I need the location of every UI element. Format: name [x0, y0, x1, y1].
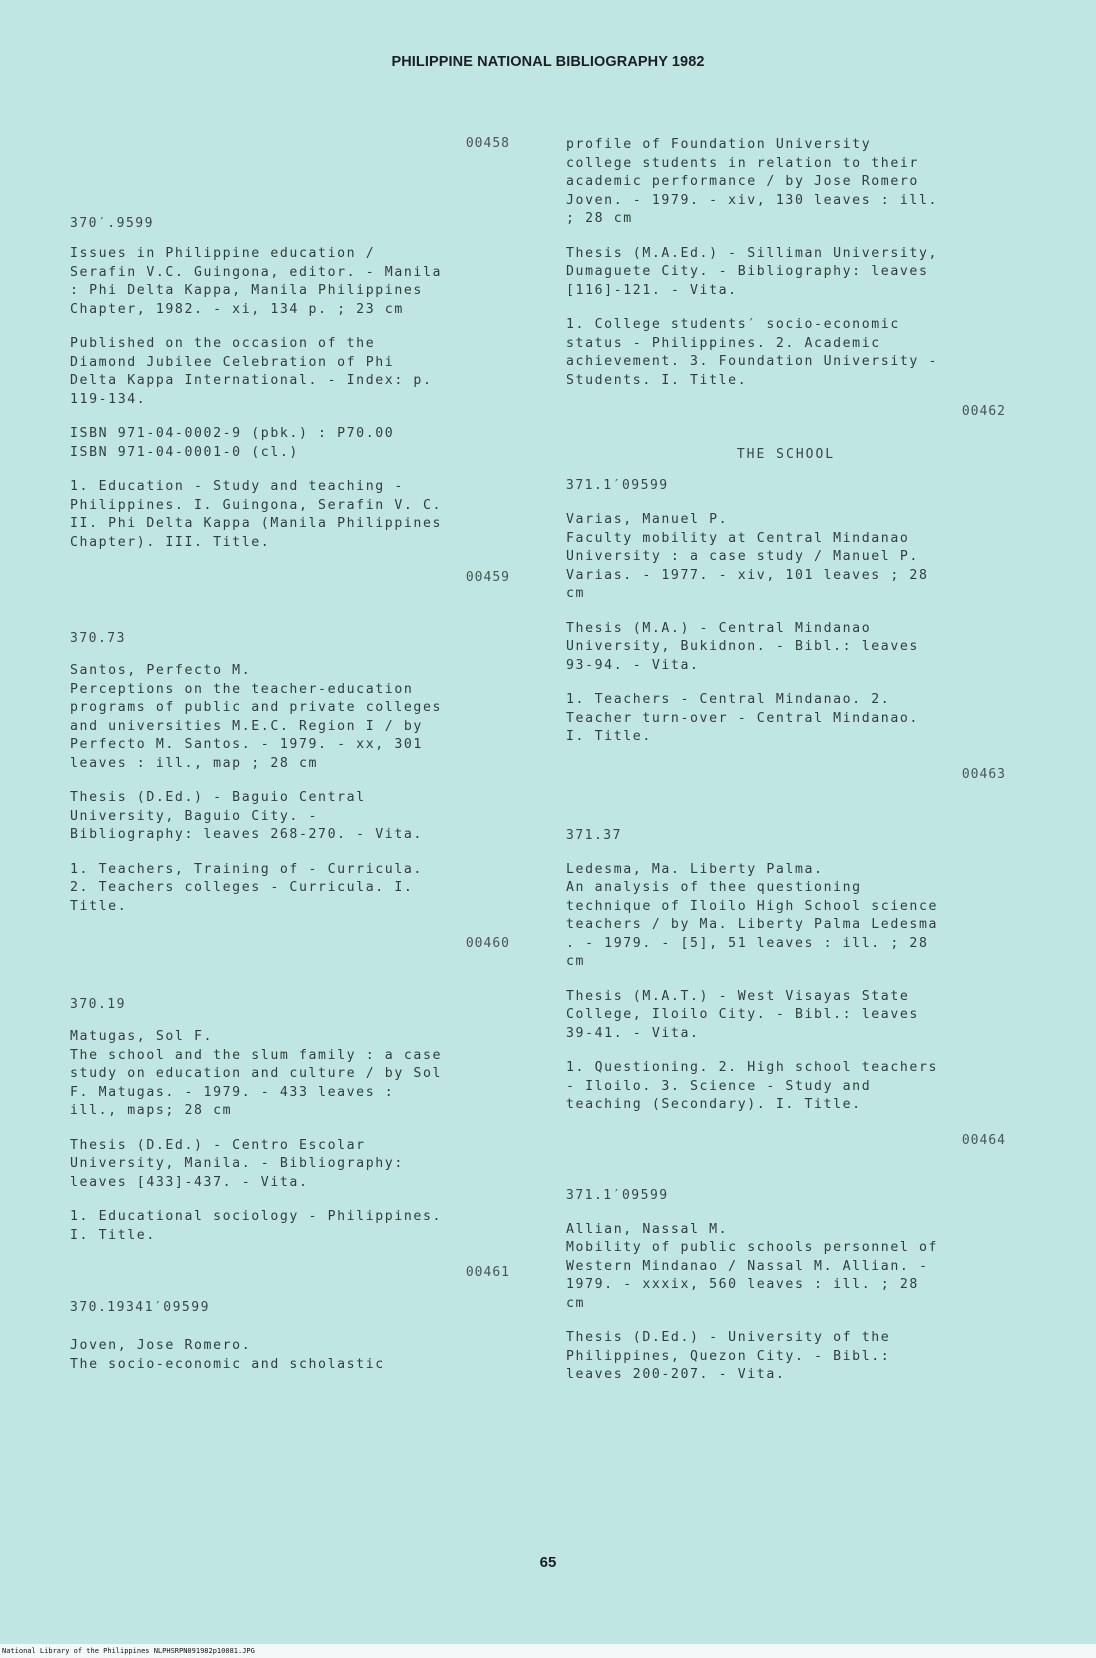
entry-title-continued: profile of Foundation University college students in relation to their academic performance / by Jose Romero Joven. - 1979. - xiv, 130 leaves : ill. ; 28 cm [566, 137, 939, 226]
entry-title: Matugas, Sol F. The school and the slum family : a case study on education and culture / by Sol F. Matugas. - 1979. - 433 leaves : ill., maps; 28 cm [70, 1029, 443, 1118]
entry-number: 00463 [961, 766, 1006, 782]
entry-note: Thesis (M.A.Ed.) - Silliman University, Dumaguete City. - Bibliography: leaves [116]-121. - Vita. [566, 245, 939, 298]
class-number: 370.19 [70, 997, 126, 1012]
page-number: 65 [539, 1554, 557, 1571]
entry-number: 00458 [465, 136, 510, 151]
entry-note: Thesis (M.A.T.) - West Visayas State College, Iloilo City. - Bibl.: leaves 39-41. - Vita. [566, 988, 919, 1041]
entry-subjects: 1. Educational sociology - Philippines. I. Title. [70, 1209, 443, 1243]
entry-subjects: 1. College students′ socio-economic status - Philippines. 2. Academic achievement. 3. Foundation University - Students. I. Title. [566, 317, 939, 388]
entry-subjects: 1. Questioning. 2. High school teachers - Iloilo. 3. Science - Study and teaching (Secondary). I. Title. [566, 1060, 939, 1112]
right-column [566, 136, 1006, 1385]
entry-title: Varias, Manuel P. Faculty mobility at Central Mindanao University : a case study / Manuel P. Varias. - 1977. - xiv, 101 leaves ; 28 cm [566, 512, 929, 601]
class-number: 371.1′09599 [566, 478, 669, 493]
entry-subjects: 1. Education - Study and teaching - Philippines. I. Guingona, Serafin V. C. II. Phi Delta Kappa (Manila Philippines Chapter). III. Title. [70, 479, 443, 550]
entry-title: Issues in Philippine education / Serafin V.C. Guingona, editor. - Manila : Phi Delta Kappa, Manila Philippines Chapter, 1982. - xi, 134 p. ; 23 cm [70, 246, 443, 317]
entry-title: Santos, Perfecto M. Perceptions on the teacher-education programs of public and private colleges and universities M.E.C. Region I / by Perfecto M. Santos. - 1979. - xx, 301 leaves : ill., map ; 28 cm [70, 663, 443, 771]
left-column [70, 136, 510, 1374]
entry-title: Ledesma, Ma. Liberty Palma. An analysis of thee questioning technique of Iloilo High School science teachers / by Ma. Liberty Palma Ledesma . - 1979. - [5], 51 leaves : ill. ; 28 cm [566, 861, 939, 969]
entry-subjects: 1. Teachers - Central Mindanao. 2. Teacher turn-over - Central Mindanao. I. Title. [566, 692, 919, 744]
entry-number: 00460 [465, 936, 510, 951]
class-number: 370.73 [70, 631, 126, 646]
footer-credit: National Library of the Philippines NLPHSRPN091982p10081.JPG [2, 1647, 255, 1655]
class-number: 370.19341′09599 [70, 1300, 210, 1315]
page-title: PHILIPPINE NATIONAL BIBLIOGRAPHY 1982 [391, 54, 705, 70]
class-number: 370′.9599 [70, 216, 154, 231]
entry-note: Published on the occasion of the Diamond Jubilee Celebration of Phi Delta Kappa International. - Index: p. 119-134. [70, 336, 433, 407]
entry-isbn: ISBN 971-04-0002-9 (pbk.) : P70.00 ISBN 971-04-0001-0 (cl.) [70, 426, 395, 460]
entry-title: Allian, Nassal M. Mobility of public schools personnel of Western Mindanao / Nassal M. Allian. - 1979. - xxxix, 560 leaves : ill. ; 28 cm [566, 1221, 939, 1311]
class-number: 371.1′09599 [566, 1187, 669, 1203]
entry-number: 00459 [465, 570, 510, 585]
entry-note: Thesis (M.A.) - Central Mindanao University, Bukidnon. - Bibl.: leaves 93-94. - Vita. [566, 620, 919, 673]
entry-title: Joven, Jose Romero. The socio-economic and scholastic [70, 1338, 385, 1372]
entry-note: Thesis (D.Ed.) - Baguio Central University, Baguio City. - Bibliography: leaves 268-270. - Vita. [70, 790, 423, 842]
entry-subjects: 1. Teachers, Training of - Curricula. 2. Teachers colleges - Curricula. I. Title. [70, 861, 423, 914]
entry-number: 00461 [465, 1265, 510, 1280]
entry-number: 00464 [961, 1132, 1006, 1148]
section-heading: THE SCHOOL [736, 447, 836, 462]
entry-number: 00462 [961, 404, 1006, 419]
entry-note: Thesis (D.Ed.) - Centro Escolar University, Manila. - Bibliography: leaves [433]-437. - Vita. [70, 1137, 404, 1190]
class-number: 371.37 [566, 827, 622, 843]
entry-note: Thesis (D.Ed.) - University of the Philippines, Quezon City. - Bibl.: leaves 200-207. - Vita. [566, 1330, 891, 1382]
